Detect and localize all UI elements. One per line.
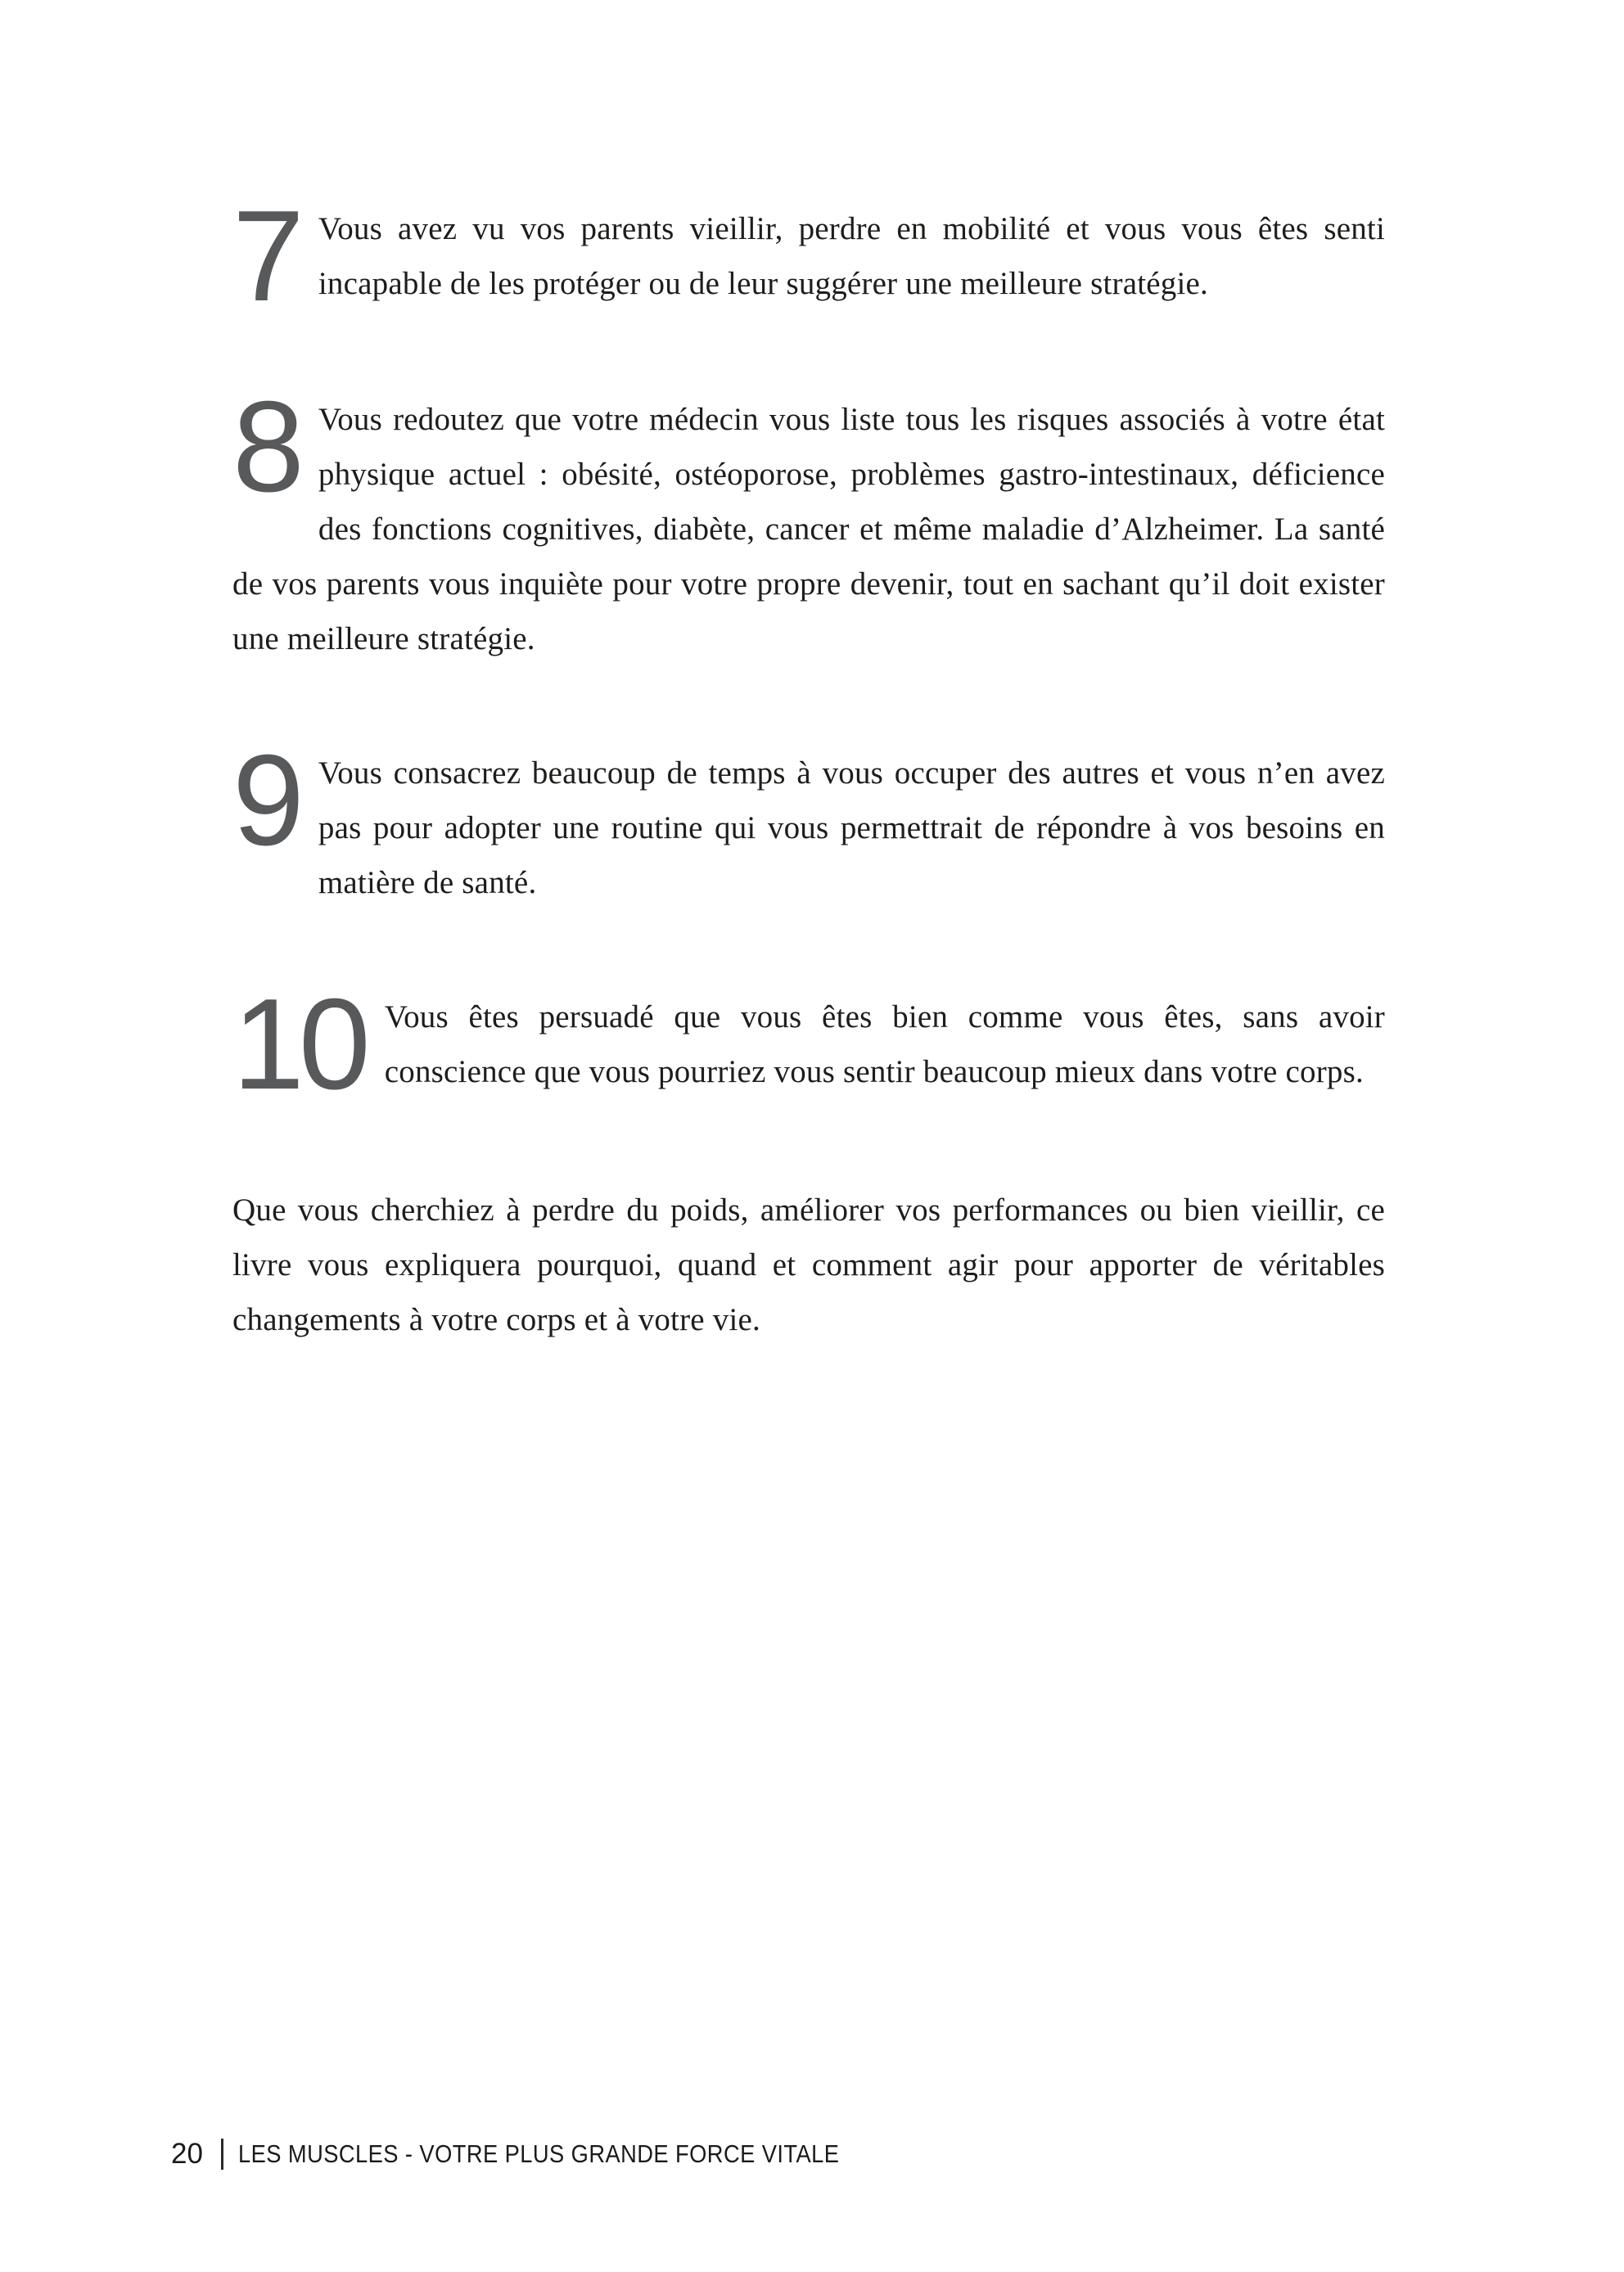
drop-cap-number: 10 — [232, 972, 365, 1116]
closing-paragraph-text: Que vous cherchiez à perdre du poids, améliorer vos performances ou bien vieillir, ce livre vous expliquera pourquoi, quand et comment agir pour apporter de véritables changements à votre corps et à votre vie. — [232, 1192, 1385, 1337]
list-item-9 — [232, 728, 1385, 910]
closing-paragraph — [232, 1183, 1385, 1347]
drop-cap-number: 7 — [232, 184, 299, 328]
page-footer — [171, 2138, 921, 2171]
page-number: 20 — [171, 2138, 203, 2170]
list-item-8 — [232, 375, 1385, 666]
list-item-7 — [232, 184, 1385, 328]
running-title: LES MUSCLES - VOTRE PLUS GRANDE FORCE VITALE — [237, 2139, 840, 2168]
list-item-text: Vous consacrez beaucoup de temps à vous occuper des autres et vous n’en avez pas pour adopter une routine qui vous permettrait de répondre à vos besoins en matière de santé. — [318, 755, 1385, 900]
drop-cap-number: 9 — [232, 728, 299, 872]
list-item-text: Vous êtes persuadé que vous êtes bien comme vous êtes, sans avoir conscience que vous pourriez vous sentir beaucoup mieux dans votre corps. — [384, 999, 1385, 1089]
footer-separator — [221, 2139, 223, 2170]
list-item-text: Vous avez vu vos parents vieillir, perdre en mobilité et vous vous êtes senti incapable de les protéger ou de leur suggérer une meilleure stratégie. — [318, 211, 1385, 301]
drop-cap-number: 8 — [232, 375, 299, 519]
list-item-10 — [232, 972, 1385, 1116]
list-item-text: Vous redoutez que votre médecin vous liste tous les risques associés à votre état physique actuel : obésité, ostéoporose, problèmes gastro-intestinaux, déficience des fonctions cognitives, diabète, cancer et même maladie d’Alzheimer. La santé de vos parents vous inquiète pour votre propre devenir, tout en sachant qu’il doit exister une meilleure stratégie. — [232, 402, 1385, 656]
page-content — [232, 184, 1385, 1347]
